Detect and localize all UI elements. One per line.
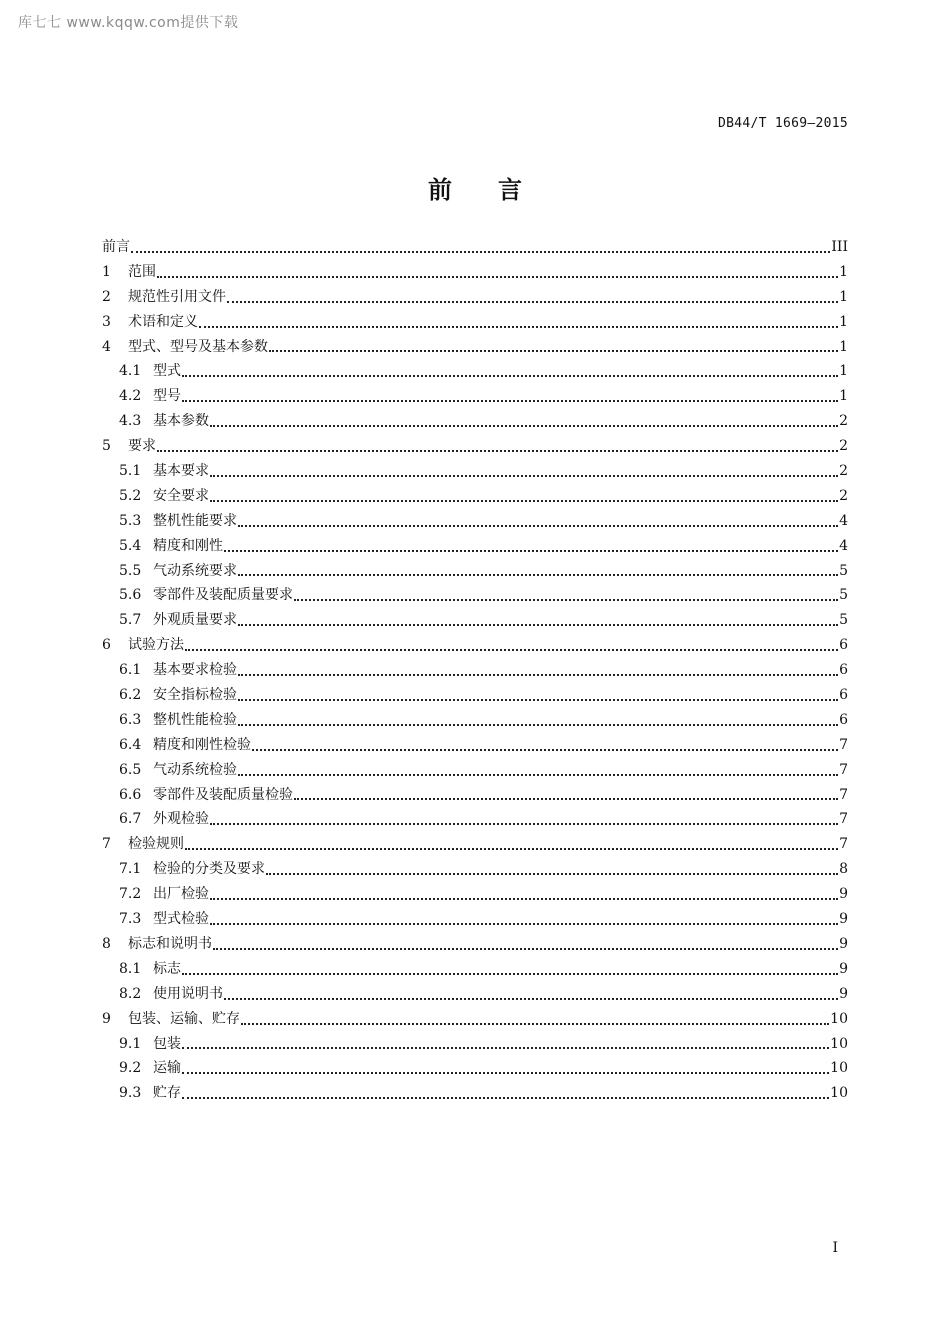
toc-entry-page: 7 <box>839 786 848 803</box>
toc-entry-page: 4 <box>839 512 848 529</box>
toc-entry[interactable] <box>102 484 848 509</box>
toc-entry-page: 5 <box>839 587 848 604</box>
toc-entry-label: 基本要求检验 <box>153 662 237 679</box>
toc-entry-page: 8 <box>839 861 848 878</box>
toc-entry-label: 检验规则 <box>128 836 184 853</box>
toc-entry-number: 9.3 <box>119 1085 142 1102</box>
toc-entry-number: 9 <box>102 1010 111 1027</box>
toc-entry-page: 9 <box>839 935 848 952</box>
toc-entry-page: 1 <box>839 338 848 355</box>
toc-entry-number: 6.4 <box>119 736 142 753</box>
toc-leader-dots <box>210 475 838 477</box>
toc-entry-page: 1 <box>839 363 848 380</box>
toc-leader-dots <box>210 425 838 427</box>
toc-entry-label: 贮存 <box>153 1085 181 1102</box>
toc-entry-label: 外观检验 <box>153 811 209 828</box>
toc-entry[interactable] <box>102 783 848 808</box>
toc-entry-label: 检验的分类及要求 <box>153 861 265 878</box>
toc-leader-dots <box>241 1023 829 1025</box>
toc-entry[interactable] <box>102 1081 848 1106</box>
toc-entry[interactable] <box>102 832 848 857</box>
toc-entry[interactable] <box>102 633 848 658</box>
toc-entry[interactable] <box>102 384 848 409</box>
toc-entry-number: 6.1 <box>119 662 142 679</box>
toc-entry[interactable] <box>102 359 848 384</box>
table-of-contents <box>102 235 848 1106</box>
toc-entry-page: 9 <box>839 960 848 977</box>
toc-entry-page: 10 <box>830 1060 848 1077</box>
toc-entry-label: 出厂检验 <box>153 886 209 903</box>
toc-entry-label: 型号 <box>153 388 181 405</box>
toc-entry-page: 1 <box>839 288 848 305</box>
toc-entry[interactable] <box>102 409 848 434</box>
toc-entry-page: 4 <box>839 537 848 554</box>
toc-entry[interactable] <box>102 434 848 459</box>
toc-leader-dots <box>210 923 838 925</box>
toc-entry-label: 范围 <box>128 263 156 280</box>
toc-entry-number: 7 <box>102 836 111 853</box>
toc-entry-page: 7 <box>839 761 848 778</box>
toc-entry-page: 9 <box>839 985 848 1002</box>
toc-entry-page: 10 <box>830 1085 848 1102</box>
page-number: I <box>832 1240 838 1256</box>
toc-entry-number: 6.2 <box>119 687 142 704</box>
toc-entry-page: 1 <box>839 388 848 405</box>
toc-entry-page: 2 <box>839 463 848 480</box>
toc-entry-number: 6.6 <box>119 786 142 803</box>
toc-entry-label: 型式 <box>153 363 181 380</box>
toc-leader-dots <box>185 848 838 850</box>
toc-entry-page: 5 <box>839 562 848 579</box>
toc-entry[interactable] <box>102 1032 848 1057</box>
toc-entry-number: 5 <box>102 438 111 455</box>
toc-entry-label: 标志 <box>153 960 181 977</box>
toc-leader-dots <box>224 550 838 552</box>
toc-entry[interactable] <box>102 1056 848 1081</box>
toc-entry[interactable] <box>102 907 848 932</box>
toc-entry-label: 包装、运输、贮存 <box>128 1010 240 1027</box>
toc-entry-number: 8 <box>102 935 111 952</box>
toc-entry-number: 4.1 <box>119 363 142 380</box>
toc-entry-label: 精度和刚性检验 <box>153 736 251 753</box>
toc-entry[interactable] <box>102 583 848 608</box>
toc-entry-label: 使用说明书 <box>153 985 223 1002</box>
toc-entry-page: 9 <box>839 886 848 903</box>
toc-entry-label: 型式检验 <box>153 911 209 928</box>
toc-entry-number: 4.2 <box>119 388 142 405</box>
toc-entry-page: 10 <box>830 1035 848 1052</box>
toc-leader-dots <box>269 350 838 352</box>
toc-entry-number: 9.2 <box>119 1060 142 1077</box>
toc-entry-label: 前言 <box>102 239 130 255</box>
toc-entry-page: III <box>831 239 848 255</box>
toc-entry[interactable] <box>102 534 848 559</box>
toc-leader-dots <box>238 525 838 527</box>
toc-entry-number: 5.4 <box>119 537 142 554</box>
toc-entry-label: 型式、型号及基本参数 <box>128 338 268 355</box>
toc-entry-number: 4 <box>102 338 111 355</box>
toc-entry[interactable] <box>102 683 848 708</box>
toc-leader-dots <box>238 674 838 676</box>
toc-entry-number: 7.2 <box>119 886 142 903</box>
toc-entry[interactable] <box>102 1007 848 1032</box>
toc-entry-number: 3 <box>102 313 111 330</box>
toc-entry-label: 要求 <box>128 438 156 455</box>
toc-entry[interactable] <box>102 310 848 335</box>
toc-entry-label: 基本参数 <box>153 413 209 430</box>
toc-entry-label: 零部件及装配质量要求 <box>153 587 293 604</box>
toc-entry-number: 2 <box>102 288 111 305</box>
toc-entry-label: 整机性能要求 <box>153 512 237 529</box>
toc-entry[interactable] <box>102 335 848 360</box>
toc-entry-number: 1 <box>102 263 111 280</box>
toc-entry[interactable] <box>102 733 848 758</box>
toc-entry-page: 2 <box>839 487 848 504</box>
toc-leader-dots <box>131 251 830 253</box>
toc-entry-page: 2 <box>839 438 848 455</box>
toc-leader-dots <box>182 400 838 402</box>
toc-entry[interactable] <box>102 708 848 733</box>
toc-entry[interactable] <box>102 658 848 683</box>
toc-entry-page: 6 <box>839 662 848 679</box>
toc-leader-dots <box>199 326 838 328</box>
toc-leader-dots <box>238 774 838 776</box>
toc-entry-number: 4.3 <box>119 413 142 430</box>
toc-entry-label: 术语和定义 <box>128 313 198 330</box>
toc-leader-dots <box>294 599 838 601</box>
toc-entry-page: 1 <box>839 313 848 330</box>
toc-entry-number: 5.7 <box>119 612 142 629</box>
toc-entry-page: 7 <box>839 836 848 853</box>
toc-entry-number: 6.5 <box>119 761 142 778</box>
toc-entry-label: 标志和说明书 <box>128 935 212 952</box>
toc-entry[interactable] <box>102 982 848 1007</box>
toc-leader-dots <box>238 624 838 626</box>
toc-entry-page: 9 <box>839 911 848 928</box>
toc-leader-dots <box>210 823 838 825</box>
toc-leader-dots <box>224 998 838 1000</box>
toc-leader-dots <box>294 798 838 800</box>
toc-entry[interactable] <box>102 559 848 584</box>
toc-entry-label: 包装 <box>153 1035 181 1052</box>
toc-entry-label: 气动系统要求 <box>153 562 237 579</box>
toc-leader-dots <box>238 574 838 576</box>
toc-entry-label: 零部件及装配质量检验 <box>153 786 293 803</box>
toc-entry-label: 整机性能检验 <box>153 711 237 728</box>
toc-entry-label: 精度和刚性 <box>153 537 223 554</box>
toc-entry-label: 外观质量要求 <box>153 612 237 629</box>
toc-entry-label: 安全要求 <box>153 487 209 504</box>
toc-leader-dots <box>227 301 838 303</box>
toc-entry-page: 6 <box>839 711 848 728</box>
toc-entry-number: 9.1 <box>119 1035 142 1052</box>
toc-leader-dots <box>185 649 838 651</box>
toc-leader-dots <box>157 450 838 452</box>
toc-entry[interactable] <box>102 509 848 534</box>
toc-entry-page: 6 <box>839 637 848 654</box>
toc-leader-dots <box>238 724 838 726</box>
standard-code: DB44/T 1669—2015 <box>717 116 848 131</box>
toc-leader-dots <box>210 898 838 900</box>
toc-entry-number: 6.3 <box>119 711 142 728</box>
toc-entry-label: 基本要求 <box>153 463 209 480</box>
watermark-text: 库七七 www.kqqw.com提供下载 <box>18 15 239 31</box>
toc-leader-dots <box>182 1097 829 1099</box>
page-title: 前言 <box>428 176 568 204</box>
toc-entry-label: 试验方法 <box>128 637 184 654</box>
toc-entry-number: 5.2 <box>119 487 142 504</box>
toc-entry[interactable] <box>102 857 848 882</box>
toc-leader-dots <box>182 375 838 377</box>
toc-leader-dots <box>157 276 838 278</box>
toc-entry-label: 安全指标检验 <box>153 687 237 704</box>
toc-entry-number: 8.2 <box>119 985 142 1002</box>
toc-entry[interactable] <box>102 758 848 783</box>
toc-entry[interactable] <box>102 807 848 832</box>
toc-entry-label: 规范性引用文件 <box>128 288 226 305</box>
toc-entry[interactable] <box>102 957 848 982</box>
toc-leader-dots <box>238 699 838 701</box>
toc-entry[interactable] <box>102 260 848 285</box>
toc-leader-dots <box>252 749 838 751</box>
toc-entry-number: 7.3 <box>119 911 142 928</box>
toc-leader-dots <box>182 1047 829 1049</box>
toc-entry-number: 8.1 <box>119 960 142 977</box>
toc-entry-label: 气动系统检验 <box>153 761 237 778</box>
toc-entry-page: 7 <box>839 736 848 753</box>
toc-entry-number: 7.1 <box>119 861 142 878</box>
toc-leader-dots <box>210 500 838 502</box>
toc-leader-dots <box>266 873 838 875</box>
toc-entry-number: 5.3 <box>119 512 142 529</box>
toc-entry-page: 6 <box>839 687 848 704</box>
toc-entry[interactable] <box>102 285 848 310</box>
toc-entry-page: 1 <box>839 263 848 280</box>
toc-entry[interactable] <box>102 459 848 484</box>
toc-leader-dots <box>182 973 838 975</box>
toc-entry-number: 5.6 <box>119 587 142 604</box>
toc-entry-number: 6 <box>102 637 111 654</box>
toc-entry[interactable] <box>102 882 848 907</box>
toc-entry-page: 2 <box>839 413 848 430</box>
toc-entry[interactable] <box>102 932 848 957</box>
toc-leader-dots <box>213 948 838 950</box>
toc-entry[interactable] <box>102 608 848 633</box>
toc-entry-page: 5 <box>839 612 848 629</box>
toc-entry-number: 5.5 <box>119 562 142 579</box>
toc-entry-page: 7 <box>839 811 848 828</box>
toc-entry-number: 6.7 <box>119 811 142 828</box>
toc-entry-page: 10 <box>830 1010 848 1027</box>
toc-entry[interactable] <box>102 235 848 260</box>
toc-entry-label: 运输 <box>153 1060 181 1077</box>
toc-entry-number: 5.1 <box>119 463 142 480</box>
toc-leader-dots <box>182 1072 829 1074</box>
